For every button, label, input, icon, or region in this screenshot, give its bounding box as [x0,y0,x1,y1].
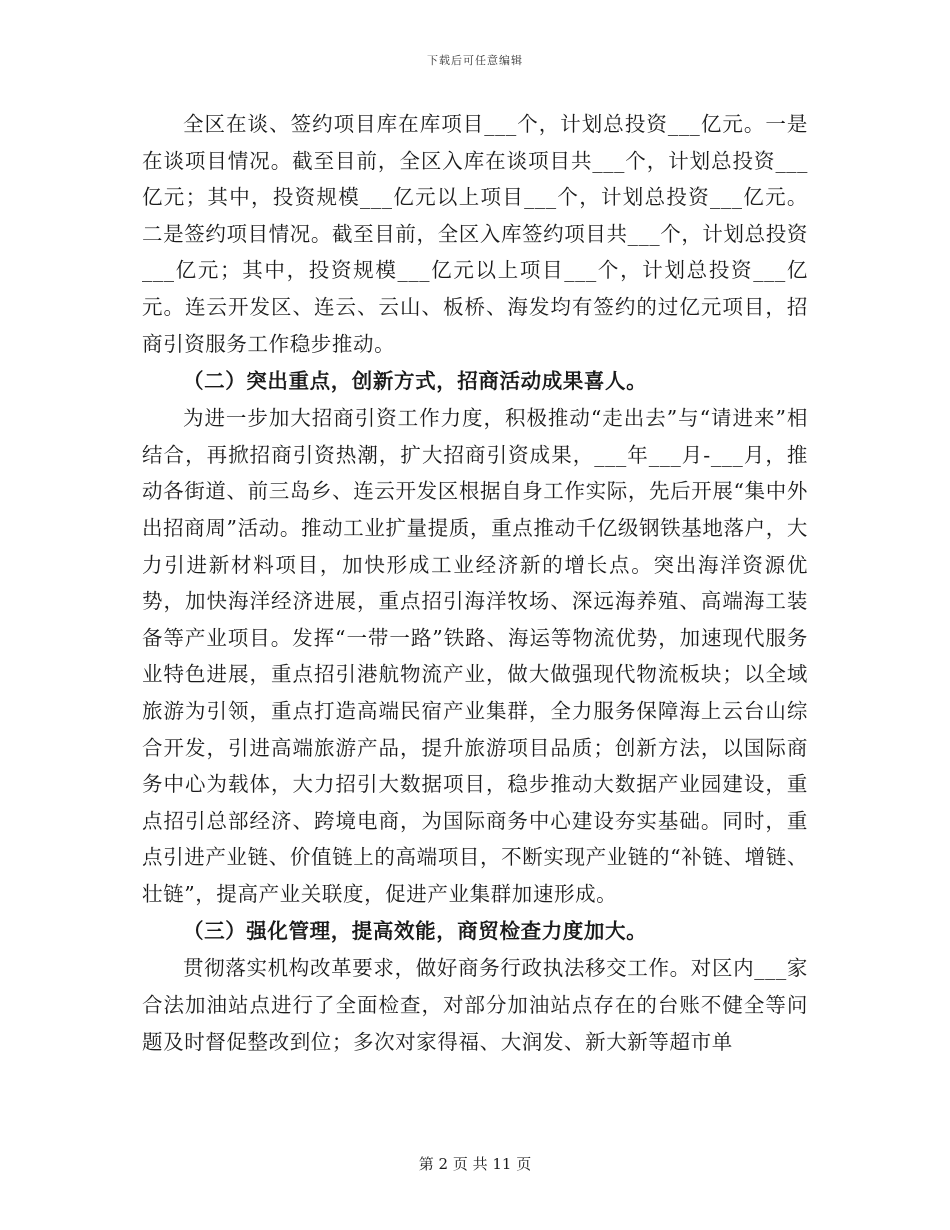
page-header: 下载后可任意编辑 [427,54,523,67]
paragraph-investment-activities: 为进一步加大招商引资工作力度，积极推动“走出去”与“请进来”相结合，再掀招商引资热潮，扩大招商引资成果，___年___月-___月，推动各街道、前三岛乡、连云开发区根据自身工作实际，先后开展“集中外出招商周”活动。推动工业扩量提质，重点推动千亿级钢铁基地落户，大力引进新材料项目，加快形成工业经济新的增长点。突出海洋资源优势，加快海洋经济进展，重点招引海洋牧场、深远海养殖、高端海工装备等产业项目。发挥“一带一路”铁路、海运等物流优势，加速现代服务业特色进展，重点招引港航物流产业，做大做强现代物流板块；以全域旅游为引领，重点打造高端民宿产业集群，全力服务保障海上云台山综合开发，引进高端旅游产品，提升旅游项目品质；创新方法，以国际商务中心为载体，大力招引大数据项目，稳步推动大数据产业园建设，重点招引总部经济、跨境电商，为国际商务中心建设夯实基础。同时，重点引进产业链、价值链上的高端项目，不断实现产业链的“补链、增链、壮链”，提高产业关联度，促进产业集群加速形成。 [142,406,808,906]
document-body [142,106,808,1060]
heading-section-2: （二）突出重点，创新方式，招商活动成果喜人。 [183,369,648,394]
paragraph-trade-inspection: 贯彻落实机构改革要求，做好商务行政执法移交工作。对区内___家合法加油站点进行了全面检查，对部分加油站点存在的台账不健全等问题及时督促整改到位；多次对家得福、大润发、新大新等超市单 [142,956,808,1054]
heading-section-3: （三）强化管理，提高效能，商贸检查力度加大。 [183,919,648,944]
page-footer: 第 2 页 共 11 页 [418,1155,532,1173]
paragraph-project-stats: 全区在谈、签约项目库在库项目___个，计划总投资___亿元。一是在谈项目情况。截至目前，全区入库在谈项目共___个，计划总投资___亿元；其中，投资规模___亿元以上项目___个，计划总投资___亿元。二是签约项目情况。截至目前，全区入库签约项目共___个，计划总投资___亿元；其中，投资规模___亿元以上项目___个，计划总投资___亿元。连云开发区、连云、云山、板桥、海发均有签约的过亿元项目，招商引资服务工作稳步推动。 [142,112,808,356]
